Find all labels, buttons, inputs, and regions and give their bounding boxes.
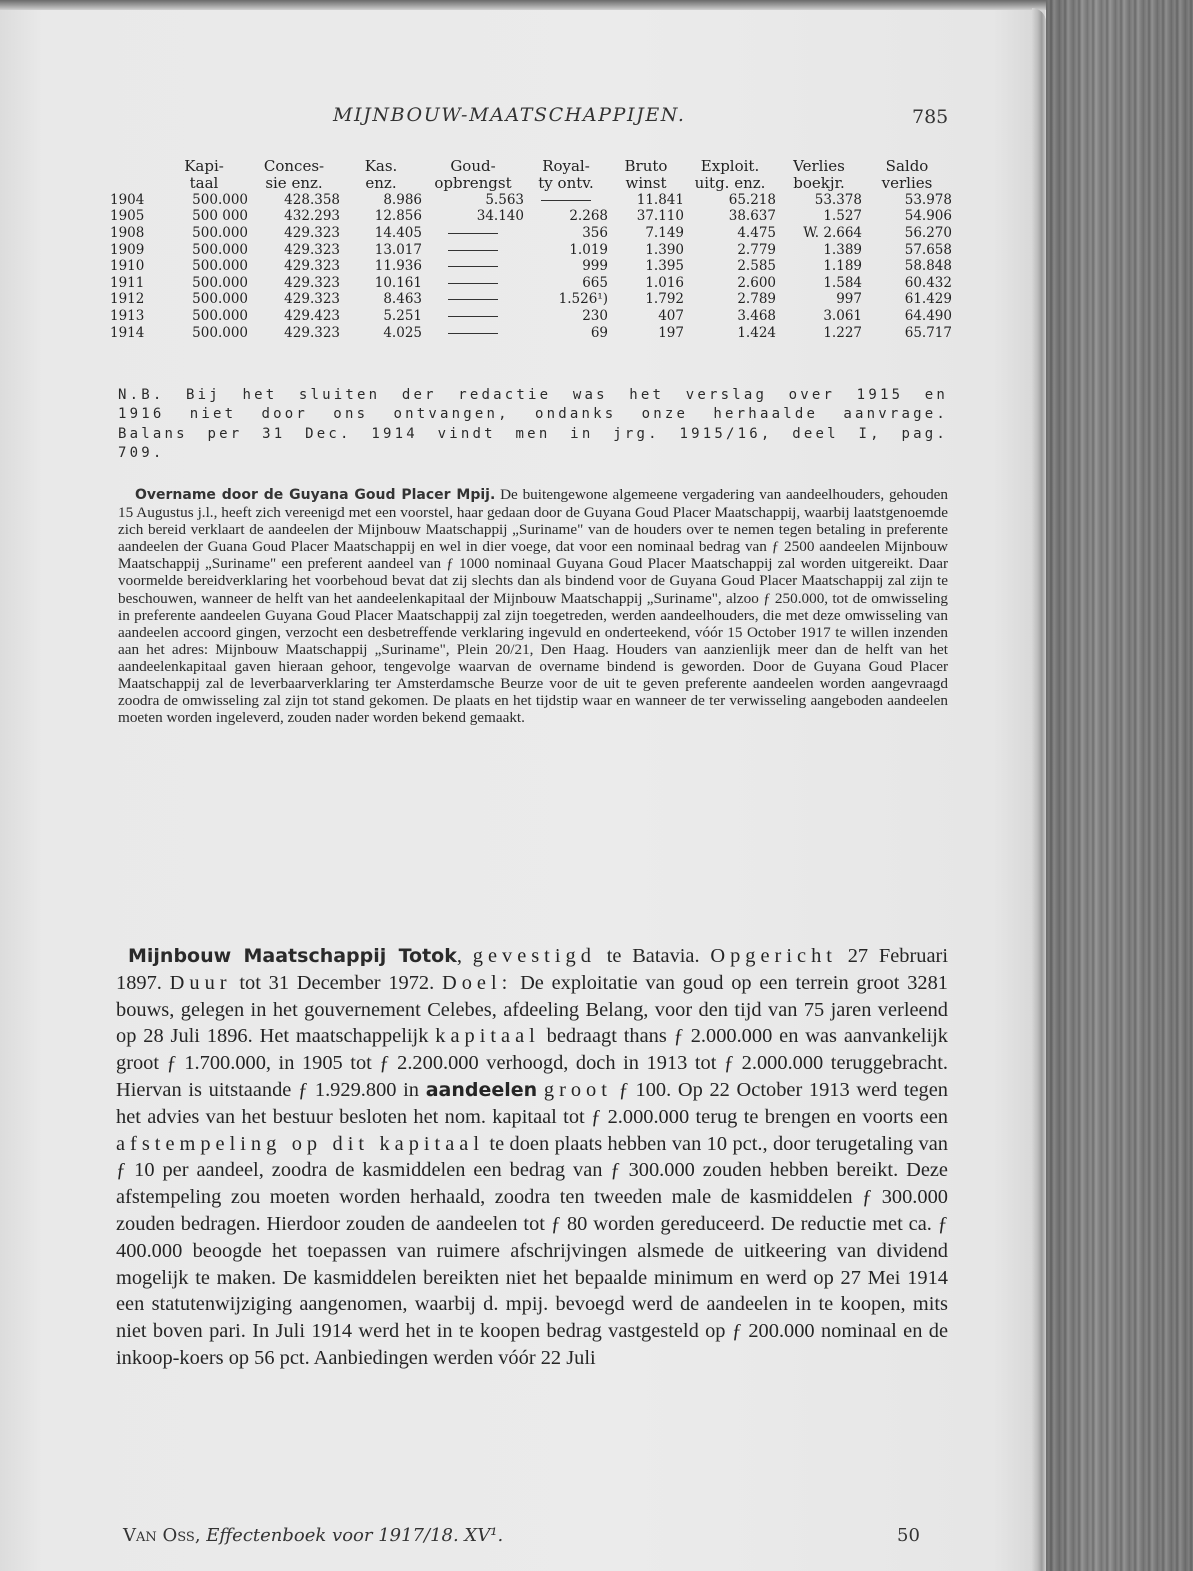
cell-goud: 34.140 <box>476 208 524 225</box>
table-row <box>110 308 952 325</box>
cell-kas: 4.025 <box>383 324 422 341</box>
footer-signature: 50 <box>897 1525 920 1546</box>
cell-bruto: 1.792 <box>645 291 684 308</box>
book-page-edges <box>1046 0 1193 1571</box>
cell-bruto: 197 <box>658 324 684 341</box>
cell-verlies: 3.061 <box>823 307 862 324</box>
cell-goud <box>422 242 524 259</box>
cell-kas: 8.463 <box>383 291 422 308</box>
cell-goud <box>422 292 524 309</box>
label-afstempeling: afstempeling op dit kapitaal <box>116 1132 484 1155</box>
cell-goud: 5.563 <box>485 191 524 208</box>
cell-saldo: 56.270 <box>904 224 952 241</box>
table-row <box>110 209 952 226</box>
cell-concessie: 429.323 <box>284 224 340 241</box>
empty-value-dash <box>541 200 591 201</box>
cell-saldo: 65.717 <box>904 324 952 341</box>
cell-kas: 13.017 <box>374 241 422 258</box>
cell-goud <box>422 225 524 242</box>
cell-saldo: 58.848 <box>904 258 952 275</box>
page-number: 785 <box>912 106 949 128</box>
cell-concessie: 429.323 <box>284 291 340 308</box>
cell-concessie: 432.293 <box>284 208 340 225</box>
empty-value-dash <box>448 266 498 267</box>
cell-bruto: 1.395 <box>645 258 684 275</box>
totok-section: Mijnbouw Maatschappij Totok, gevestigd te Batavia. Opgericht 27 Februari 1897. Duur tot 31 December 1972. Doel: De exploitatie van goud op een terrein groot 3281 bouws, gelegen in het gouvernement Celebes, afdeeling Belang, voor den tijd van 75 jaren verleend op 28 Juli 1896. Het maatschappelijk kapitaal bedraagt thans ƒ 2.000.000 en was aanvankelijk groot ƒ 1.700.000, in 1905 tot ƒ 2.200.000 verhoogd, doch in 1913 tot ƒ 2.000.000 teruggebracht. Hiervan is uitstaande ƒ 1.929.800 in aandeelen groot ƒ 100. Op 22 October 1913 werd tegen het advies van het bestuur besloten het nom. kapitaal tot ƒ 2.000.000 terug te brengen en voorts een afstempeling op dit kapitaal te doen plaats hebben van 10 pct., door terugetaling van ƒ 10 per aandeel, zoodra de kasmiddelen een bedrag van ƒ 300.000 zouden hebben bereikt. Deze afstempeling zou moeten worden herhaald, zoodra ten tweeden male de kasmiddelen ƒ 300.000 zouden bedragen. Hierdoor zouden de aandeelen tot ƒ 80 worden gereduceerd. De reductie met ca. ƒ 400.000 beoogde het toepassen van ruimere afschrijvingen alsmede de uitkeering van dividend mogelijk te maken. De kasmiddelen bereikten niet het bepaalde minimum en werd op 27 Mei 1914 een statutenwijziging aangenomen, waarbij d. mpij. bevoegd werd de aandeelen in te koopen, mits niet boven pari. In Juli 1914 werd het in te koopen bedrag vastgesteld op ƒ 200.000 nominaal en de inkoop-koers op 56 pct. Aanbiedingen werden vóór 22 Juli <box>116 945 949 1369</box>
nb-note-text: N.B. Bij het sluiten der redactie was het verslag over 1915 en 1916 niet door ons ontvangen, ondanks onze herhaalde aanvrage. Balans per 31 Dec. 1914 vindt men in jrg. 1915/16, deel I, pag. 709. <box>118 387 948 462</box>
book-top-edge <box>0 0 1193 10</box>
col-kas: Kas. enz. <box>364 157 398 192</box>
cell-royalty: 665 <box>582 274 608 291</box>
cell-kapitaal: 500.000 <box>192 291 248 308</box>
cell-concessie: 429.323 <box>284 241 340 258</box>
cell-royalty: 356 <box>582 224 608 241</box>
empty-value-dash <box>448 316 498 317</box>
cell-bruto: 1.016 <box>645 274 684 291</box>
empty-value-dash <box>448 233 498 234</box>
cell-royalty: 230 <box>582 307 608 324</box>
cell-year: 1913 <box>110 307 145 324</box>
cell-exploit: 2.600 <box>737 274 776 291</box>
running-title: MIJNBOUW-MAATSCHAPPIJEN. <box>333 104 686 126</box>
cell-goud <box>422 325 524 342</box>
cell-kapitaal: 500.000 <box>192 241 248 258</box>
table-row <box>110 258 952 275</box>
cell-year: 1908 <box>110 224 145 241</box>
cell-kapitaal: 500.000 <box>192 258 248 275</box>
cell-year: 1910 <box>110 258 145 275</box>
footer-title: Effectenboek voor 1917/18. XV¹. <box>206 1525 504 1546</box>
cell-kapitaal: 500.000 <box>192 191 248 208</box>
cell-kas: 11.936 <box>374 258 422 275</box>
label-kapitaal: kapitaal <box>435 1025 540 1048</box>
cell-goud <box>422 308 524 325</box>
cell-saldo: 57.658 <box>904 241 952 258</box>
cell-royalty: 69 <box>590 324 608 341</box>
col-bruto: Bruto winst <box>624 157 668 192</box>
label-duur: Duur <box>169 971 232 994</box>
nb-note <box>118 386 948 464</box>
running-head <box>0 104 1045 134</box>
cell-exploit: 2.585 <box>737 258 776 275</box>
cell-exploit: 2.779 <box>737 241 776 258</box>
cell-kas: 12.856 <box>374 208 422 225</box>
cell-kas: 8.986 <box>383 191 422 208</box>
cell-royalty: 1.019 <box>569 241 608 258</box>
col-year <box>110 158 160 192</box>
overname-heading: Overname door de Guyana Goud Placer Mpij. <box>135 487 496 503</box>
table-row <box>110 292 952 309</box>
cell-exploit: 2.789 <box>737 291 776 308</box>
cell-goud <box>422 275 524 292</box>
footer-author: Van Oss <box>123 1525 195 1546</box>
cell-exploit: 38.637 <box>728 208 776 225</box>
cell-verlies: 997 <box>836 291 862 308</box>
cell-verlies: 53.378 <box>814 191 862 208</box>
table-row <box>110 242 952 259</box>
cell-kas: 5.251 <box>383 307 422 324</box>
col-saldo: Saldo verlies <box>881 157 933 192</box>
label-doel: Doel: <box>442 971 513 994</box>
cell-bruto: 11.841 <box>636 191 684 208</box>
table-header-row <box>110 158 952 192</box>
table-row <box>110 192 952 209</box>
cell-royalty <box>524 192 608 209</box>
cell-exploit: 65.218 <box>728 191 776 208</box>
cell-verlies: 1.389 <box>823 241 862 258</box>
cell-kapitaal: 500 000 <box>192 208 248 225</box>
cell-kapitaal: 500.000 <box>192 307 248 324</box>
empty-value-dash <box>448 250 498 251</box>
col-verlies: Verlies boekjr. <box>793 157 845 192</box>
cell-exploit: 1.424 <box>737 324 776 341</box>
page-footer <box>0 1525 1045 1551</box>
cell-saldo: 61.429 <box>904 291 952 308</box>
empty-value-dash <box>448 299 498 300</box>
cell-saldo: 53.978 <box>904 191 952 208</box>
cell-concessie: 429.423 <box>284 307 340 324</box>
cell-year: 1904 <box>110 191 145 208</box>
label-groot: groot <box>543 1078 612 1101</box>
financial-table <box>110 158 952 341</box>
col-royalty: Royal- ty ontv. <box>538 157 594 192</box>
cell-concessie: 429.323 <box>284 324 340 341</box>
label-aandeelen: aandeelen <box>425 1078 538 1101</box>
footer-citation: Van Oss, Effectenboek voor 1917/18. XV¹. <box>123 1525 504 1546</box>
col-goud: Goud- opbrengst <box>434 157 512 192</box>
cell-exploit: 4.475 <box>737 224 776 241</box>
cell-concessie: 429.323 <box>284 274 340 291</box>
cell-year: 1912 <box>110 291 145 308</box>
cell-royalty: 1.526¹) <box>558 291 608 308</box>
cell-saldo: 64.490 <box>904 307 952 324</box>
col-exploit: Exploit. uitg. enz. <box>694 157 766 192</box>
cell-goud <box>422 258 524 275</box>
page-fold-shadow <box>1032 8 1046 1571</box>
cell-year: 1911 <box>110 274 145 291</box>
label-gevestigd: gevestigd <box>472 945 596 967</box>
cell-concessie: 429.323 <box>284 258 340 275</box>
cell-year: 1909 <box>110 241 145 258</box>
cell-verlies: 1.227 <box>823 324 862 341</box>
table-row <box>110 325 952 342</box>
cell-kas: 10.161 <box>374 274 422 291</box>
overname-body: De buitengewone algemeene vergadering van aandeelhouders, gehouden 15 Augustus j.l., heeft zich vereenigd met een voorstel, haar gedaan door de Guyana Goud Placer Maatschappij, waarbij laatstgenoemde zich bereid verklaart de aandeelen der Mijnbouw Maatschappij „Suriname" van de houders over te nemen tegen betaling in preferente aandeelen der Guana Goud Placer Maatschappij en wel in dier voege, dat voor een nominaal bedrag van ƒ 2500 aandeelen Mijnbouw Maatschappij „Suriname" een preferent aandeel van ƒ 1000 nominaal Guyana Goud Placer Maatschappij zal worden uitgereikt. Daar voormelde bereidverklaring het voorbehoud bevat dat zij slechts dan als bindend voor de Guyana Goud Placer Maatschappij zal zijn te beschouwen, wanneer de helft van het aandeelenkapitaal der Mijnbouw Maatschappij „Suriname", alzoo ƒ 250.000, tot de omwisseling in preferente aandeelen Guyana Goud Placer Maatschappij zal zijn toegetreden, werden aandeelhouders, die met deze omwisseling van aandeelen accoord gingen, verzocht een desbetreffende verklaring ingevuld en onderteekend, vóór 15 October 1917 te willen inzenden aan het adres: Mijnbouw Maatschappij „Suriname", Plein 20/21, Den Haag. Houders van aanzienlijk meer dan de helft van het aandeelenkapitaal gaven hieraan gehoor, tengevolge waarvan de overname bindend is geworden. Door de Guyana Goud Placer Maatschappij zal de leverbaarverklaring ter Amsterdamsche Beurze voor de uit te geven preferente aandeelen worden aangevraagd zoodra de omwisseling zal zijn tot stand gekomen. De plaats en het tijdstip waar en wanneer de ter verwisseling aangeboden aandeelen moeten worden ingeleverd, zouden nader worden bekend gemaakt. <box>118 486 949 727</box>
cell-bruto: 7.149 <box>645 224 684 241</box>
cell-year: 1905 <box>110 208 145 225</box>
cell-saldo: 60.432 <box>904 274 952 291</box>
table-body <box>110 192 952 341</box>
cell-kapitaal: 500.000 <box>192 224 248 241</box>
cell-kas: 14.405 <box>374 224 422 241</box>
cell-royalty: 2.268 <box>569 208 608 225</box>
empty-value-dash <box>448 333 498 334</box>
cell-kapitaal: 500.000 <box>192 274 248 291</box>
col-kapitaal: Kapi- taal <box>184 157 224 192</box>
cell-saldo: 54.906 <box>904 208 952 225</box>
overname-section <box>118 486 948 726</box>
label-opgericht: Opgericht <box>710 945 837 967</box>
cell-bruto: 37.110 <box>636 208 684 225</box>
cell-bruto: 407 <box>658 307 684 324</box>
cell-verlies: 1.527 <box>823 208 862 225</box>
cell-verlies: 1.584 <box>823 274 862 291</box>
company-name: Mijnbouw Maatschappij Totok <box>128 945 457 967</box>
cell-bruto: 1.390 <box>645 241 684 258</box>
table-row <box>110 275 952 292</box>
table-row <box>110 225 952 242</box>
cell-year: 1914 <box>110 324 145 341</box>
cell-concessie: 428.358 <box>284 191 340 208</box>
cell-verlies: W. 2.664 <box>803 224 862 241</box>
cell-kapitaal: 500.000 <box>192 324 248 341</box>
cell-exploit: 3.468 <box>737 307 776 324</box>
cell-verlies: 1.189 <box>823 258 862 275</box>
cell-royalty: 999 <box>582 258 608 275</box>
empty-value-dash <box>448 283 498 284</box>
col-concessie: Conces- sie enz. <box>263 157 325 192</box>
